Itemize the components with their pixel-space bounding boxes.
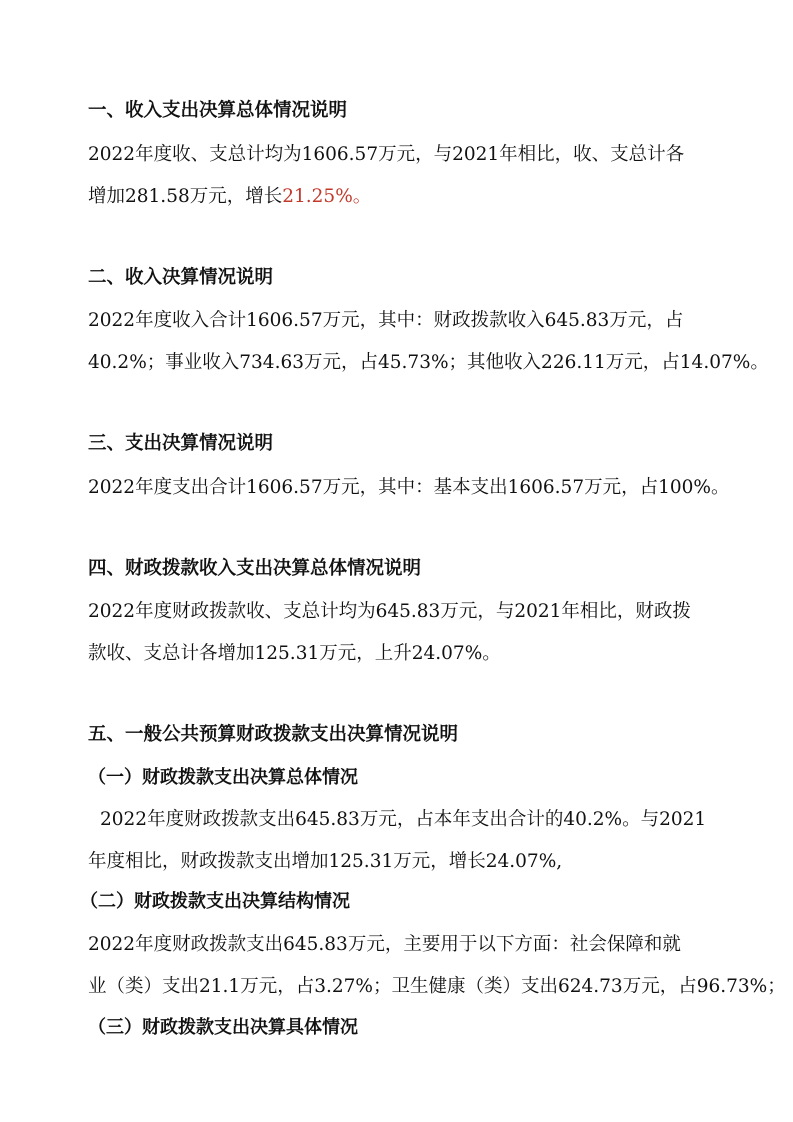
subsection-2-heading: （二）财政拨款支出决算结构情况 [80, 891, 350, 912]
section-1-line-2-text: 增加281.58万元，增长 [88, 186, 283, 207]
section-1-heading: 一、收入支出决算总体情况说明 [88, 100, 348, 121]
section-3-line-1: 2022年度支出合计1606.57万元，其中：基本支出1606.57万元，占100%。 [88, 477, 730, 498]
subsection-3-heading: （三）财政拨款支出决算具体情况 [88, 1017, 358, 1038]
section-4-heading: 四、财政拨款收入支出决算总体情况说明 [88, 558, 422, 579]
subsection-1-line-1: 2022年度财政拨款支出645.83万元，占本年支出合计的40.2%。与2021 [100, 809, 707, 830]
section-3-heading: 三、支出决算情况说明 [88, 433, 274, 454]
subsection-1-line-2: 年度相比，财政拨款支出增加125.31万元，增长24.07%, [88, 851, 563, 872]
subsection-1-heading: （一）财政拨款支出决算总体情况 [88, 767, 358, 788]
subsection-2-line-1: 2022年度财政拨款支出645.83万元，主要用于以下方面：社会保障和就 [88, 934, 681, 955]
growth-rate-highlight: 21.25%。 [282, 186, 372, 207]
section-2-line-2: 40.2%；事业收入734.63万元，占45.73%；其他收入226.11万元，占14.07%。 [88, 352, 769, 373]
section-4-line-1: 2022年度财政拨款收、支总计均为645.83万元，与2021年相比，财政拨 [88, 601, 691, 622]
section-1-line-1: 2022年度收、支总计均为1606.57万元，与2021年相比，收、支总计各 [88, 144, 685, 165]
section-5-heading: 五、一般公共预算财政拨款支出决算情况说明 [88, 724, 459, 745]
section-2-heading: 二、收入决算情况说明 [88, 267, 274, 288]
subsection-2-line-2: 业（类）支出21.1万元，占3.27%；卫生健康（类）支出624.73万元，占96.73%； [88, 976, 786, 997]
section-1-line-2 [88, 185, 748, 209]
section-4-line-2: 款收、支总计各增加125.31万元，上升24.07%。 [88, 643, 501, 664]
section-2-line-1: 2022年度收入合计1606.57万元，其中：财政拨款收入645.83万元，占 [88, 310, 684, 331]
